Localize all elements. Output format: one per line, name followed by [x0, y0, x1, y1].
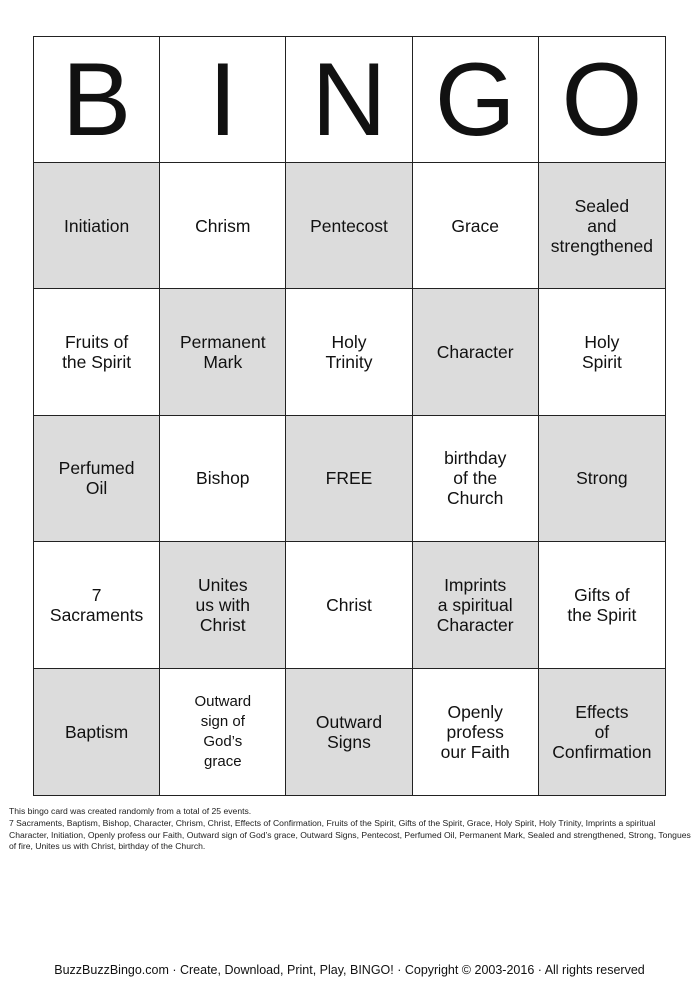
- bingo-square: Outward sign of God’s grace: [160, 669, 286, 795]
- bingo-square: Perfumed Oil: [34, 416, 160, 542]
- bingo-square: Imprints a spiritual Character: [413, 542, 539, 668]
- bingo-square: Gifts of the Spirit: [539, 542, 665, 668]
- header-o: O: [539, 37, 665, 163]
- bingo-square: Chrism: [160, 163, 286, 289]
- header-g: G: [413, 37, 539, 163]
- bingo-square: Baptism: [34, 669, 160, 795]
- header-i: I: [160, 37, 286, 163]
- bingo-square: birthday of the Church: [413, 416, 539, 542]
- bingo-square: Sealed and strengthened: [539, 163, 665, 289]
- card-event-list: 7 Sacraments, Baptism, Bishop, Character, Chrism, Christ, Effects of Confirmation, Fruits of the Spirit, Gifts of the Spirit, Grace, Holy Spirit, Holy Trinity, Imprints a spiritual Character, Initiation, Openly profess our Faith, Outward sign of God’s grace, Outward Signs, Pentecost, Perfumed Oil, Permanent Mark, Sealed and strengthened, Strong, Tongues of fire, Unites us with Christ, birthday of the Church.: [9, 817, 691, 852]
- bingo-square: Unites us with Christ: [160, 542, 286, 668]
- bingo-square: Grace: [413, 163, 539, 289]
- bingo-square: Bishop: [160, 416, 286, 542]
- bingo-square: Outward Signs: [286, 669, 412, 795]
- bingo-square: Permanent Mark: [160, 289, 286, 415]
- footer-copyright: BuzzBuzzBingo.com · Create, Download, Print, Play, BINGO! · Copyright © 2003-2016 · All rights reserved: [54, 963, 645, 977]
- bingo-square: Character: [413, 289, 539, 415]
- bingo-square: Holy Trinity: [286, 289, 412, 415]
- bingo-square: Fruits of the Spirit: [34, 289, 160, 415]
- bingo-square: Christ: [286, 542, 412, 668]
- bingo-square: 7 Sacraments: [34, 542, 160, 668]
- free-square: FREE: [286, 416, 412, 542]
- bingo-square: Strong: [539, 416, 665, 542]
- header-n: N: [286, 37, 412, 163]
- bingo-square: Effects of Confirmation: [539, 669, 665, 795]
- card-description-intro: This bingo card was created randomly from a total of 25 events.: [9, 806, 252, 816]
- bingo-square: Holy Spirit: [539, 289, 665, 415]
- bingo-square: Openly profess our Faith: [413, 669, 539, 795]
- bingo-square: Initiation: [34, 163, 160, 289]
- bingo-square: Pentecost: [286, 163, 412, 289]
- header-b: B: [34, 37, 160, 163]
- card-description: [9, 806, 693, 853]
- bingo-card: [33, 36, 666, 796]
- bingo-grid: [34, 37, 665, 795]
